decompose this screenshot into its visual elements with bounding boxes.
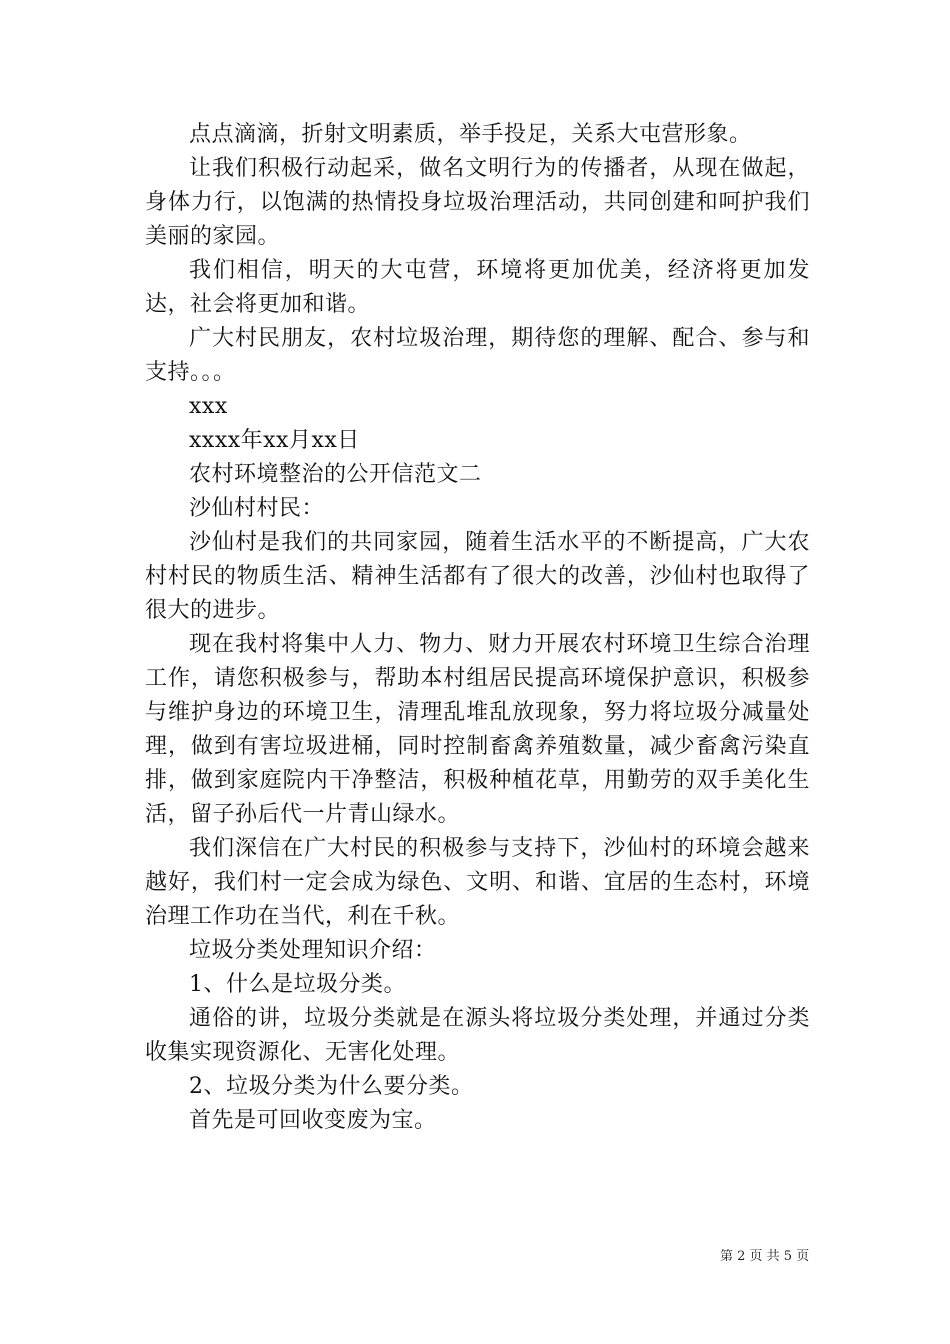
paragraph: 通俗的讲，垃圾分类就是在源头将垃圾分类处理，并通过分类收集实现资源化、无害化处理。 xyxy=(145,1006,810,1065)
paragraph: 我们深信在广大村民的积极参与支持下，沙仙村的环境会越来越好，我们村一定会成为绿色、文明、和谐、宜居的生态村，环境治理工作功在当代，利在千秋。 xyxy=(145,836,810,929)
list-heading: 2、垃圾分类为什么要分类。 xyxy=(189,1074,474,1099)
paragraph: 广大村民朋友，农村垃圾治理，期待您的理解、配合、参与和支持。。。 xyxy=(145,326,810,385)
signature-date: xxxx年xx月xx日 xyxy=(189,428,360,453)
section-title: 农村环境整治的公开信范文二 xyxy=(189,462,482,487)
paragraph: 首先是可回收变废为宝。 xyxy=(189,1108,437,1133)
list-heading: 1、什么是垃圾分类。 xyxy=(189,972,406,997)
salutation: 沙仙村村民： xyxy=(189,496,325,521)
page-number: 第 2 页 共 5 页 xyxy=(720,1249,810,1264)
paragraph: 现在我村将集中人力、物力、财力开展农村环境卫生综合治理工作，请您积极参与，帮助本村组居民提高环境保护意识，积极参与维护身边的环境卫生，清理乱堆乱放现象，努力将垃圾分减量处理，做到有害垃圾进桶，同时控制畜禽养殖数量，减少畜禽污染直排，做到家庭院内干净整洁，积极种植花草，用勤劳的双手美化生活，留子孙后代一片青山绿水。 xyxy=(145,632,810,827)
paragraph: 沙仙村是我们的共同家园，随着生活水平的不断提高，广大农村村民的物质生活、精神生活都有了很大的改善，沙仙村也取得了很大的进步。 xyxy=(145,530,810,623)
paragraph: 我们相信，明天的大屯营，环境将更加优美，经济将更加发达，社会将更加和谐。 xyxy=(145,258,810,317)
paragraph: 点点滴滴，折射文明素质，举手投足，关系大屯营形象。 xyxy=(189,122,752,147)
document-body xyxy=(145,118,810,1138)
signature-name: xxx xyxy=(189,394,228,419)
subheading: 垃圾分类处理知识介绍： xyxy=(189,938,437,963)
paragraph: 让我们积极行动起采，做名文明行为的传播者，从现在做起，身体力行，以饱满的热情投身垃圾治理活动，共同创建和呵护我们美丽的家园。 xyxy=(145,156,810,249)
